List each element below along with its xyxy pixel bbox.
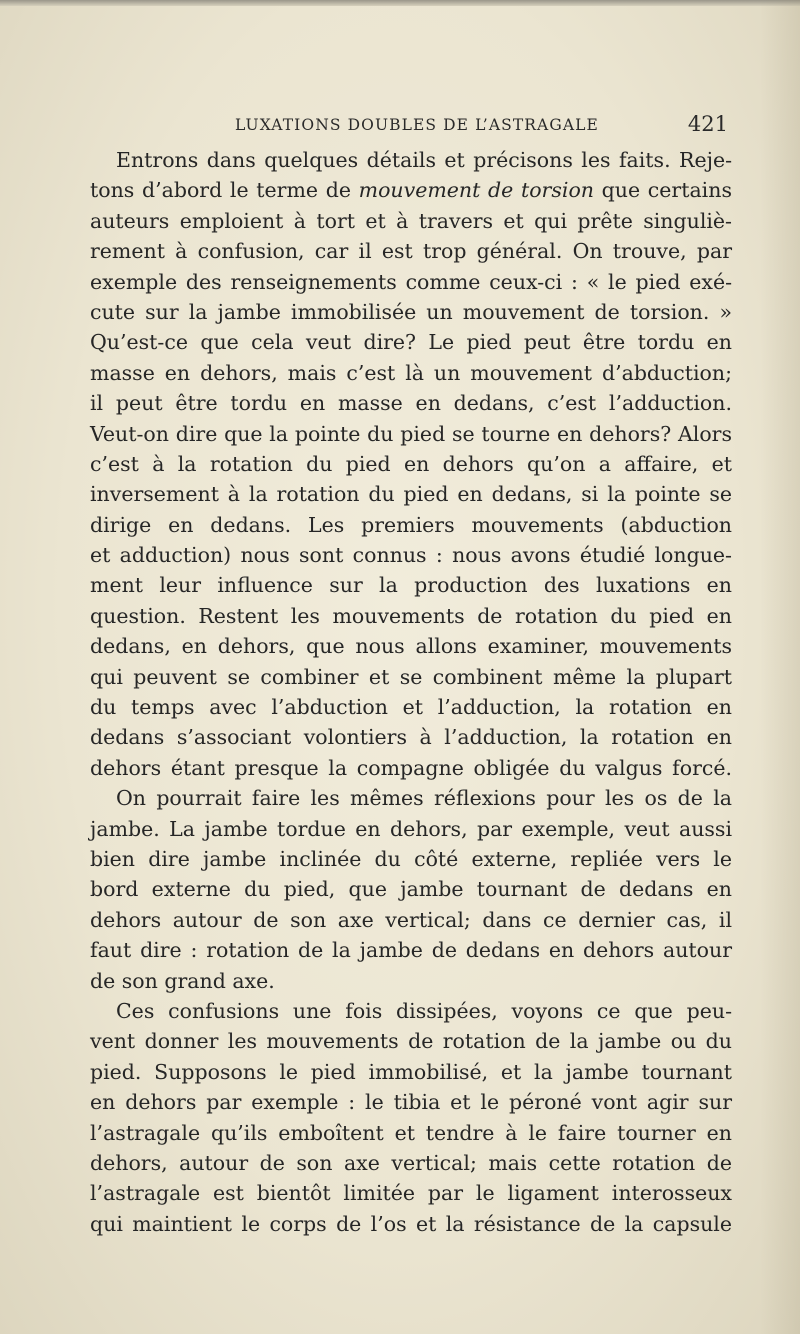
text-line: question. Restent les mouvements de rotation du pied en: [90, 603, 732, 628]
text-line: vent donner les mouvements de rotation de la jambe ou du: [90, 1029, 732, 1054]
text-line: cute sur la jambe immobilisée un mouvement de torsion. »: [90, 299, 732, 324]
text-line: bord externe du pied, que jambe tournant de dedans en: [90, 877, 732, 902]
text-line: l’astragale est bientôt limitée par le ligament interosseux: [90, 1181, 732, 1206]
text-line: inversement à la rotation du pied en dedans, si la pointe se: [90, 482, 732, 507]
text-line: qui maintient le corps de l’os et la résistance de la capsule: [90, 1211, 732, 1236]
text-line: du temps avec l’abduction et l’adduction, la rotation en: [90, 695, 732, 720]
text-line: jambe. La jambe tordue en dehors, par exemple, veut aussi: [90, 816, 732, 841]
page-right-shade: [760, 0, 800, 1334]
text-line: [90, 175, 732, 205]
text-line: de son grand axe.: [90, 968, 275, 993]
text-line: On pourrait faire les mêmes réflexions pour les os de la: [116, 786, 732, 811]
text-line: bien dire jambe inclinée du côté externe, repliée vers le: [90, 846, 732, 871]
text-line: pied. Supposons le pied immobilisé, et la jambe tournant: [90, 1059, 732, 1084]
text-line: qui peuvent se combiner et se combinent même la plupart: [90, 664, 732, 689]
text-segment: tons d’abord le terme de: [90, 178, 351, 203]
text-line: masse en dehors, mais c’est là un mouvement d’abduction;: [90, 360, 732, 385]
text-line: dedans s’associant volontiers à l’adduction, la rotation en: [90, 725, 732, 750]
text-line: dehors étant presque la compagne obligée du valgus forcé.: [90, 755, 732, 780]
text-line: dehors, autour de son axe vertical; mais cette rotation de: [90, 1150, 732, 1175]
body-text: [90, 145, 732, 1239]
text-line: auteurs emploient à tort et à travers et qui prête singuliè-: [90, 208, 732, 233]
text-line: Ces confusions une fois dissipées, voyons ce que peu-: [116, 998, 732, 1023]
page-top-edge: [0, 0, 800, 6]
text-line: Veut-on dire que la pointe du pied se tourne en dehors? Alors: [90, 421, 732, 446]
text-line: l’astragale qu’ils emboîtent et tendre à le faire tourner en: [90, 1120, 732, 1145]
text-line: Entrons dans quelques détails et précisons les faits. Reje-: [116, 148, 732, 172]
text-segment: que certains: [601, 178, 732, 203]
text-line: ment leur influence sur la production des luxations en: [90, 573, 732, 598]
text-line: en dehors par exemple : le tibia et le péroné vont agir sur: [90, 1090, 732, 1115]
text-line: dedans, en dehors, que nous allons examiner, mouvements: [90, 634, 732, 659]
page-header: [90, 114, 728, 140]
text-line: Qu’est-ce que cela veut dire? Le pied peut être tordu en: [90, 330, 732, 355]
text-line: faut dire : rotation de la jambe de dedans en dehors autour: [90, 938, 732, 963]
text-line: exemple des renseignements comme ceux-ci : « le pied exé-: [90, 269, 732, 294]
italic-phrase: mouvement de torsion: [358, 178, 594, 203]
text-line: il peut être tordu en masse en dedans, c’est l’adduction.: [90, 391, 732, 416]
text-line: c’est à la rotation du pied en dehors qu’on a affaire, et: [90, 451, 732, 476]
text-line: dirige en dedans. Les premiers mouvements (abduction: [90, 512, 732, 537]
text-line: dehors autour de son axe vertical; dans ce dernier cas, il: [90, 907, 732, 932]
running-title: LUXATIONS DOUBLES DE L’ASTRAGALE: [235, 116, 599, 134]
text-line: rement à confusion, car il est trop général. On trouve, par: [90, 239, 732, 264]
text-line: et adduction) nous sont connus : nous avons étudié longue-: [90, 543, 732, 568]
page-number: 421: [687, 112, 728, 136]
